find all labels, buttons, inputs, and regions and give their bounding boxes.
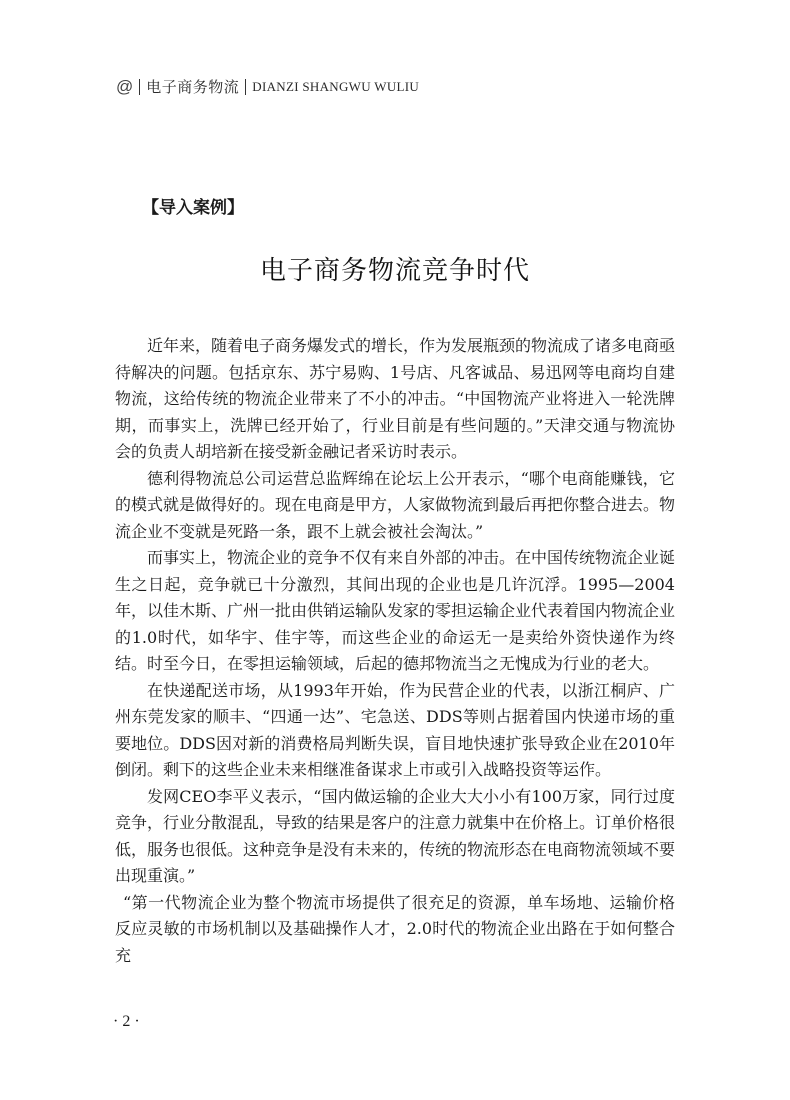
header-book-title-pinyin: DIANZI SHANGWU WULIU bbox=[252, 78, 420, 94]
paragraph: 而事实上，物流企业的竞争不仅有来自外部的冲击。在中国传统物流企业诞生之日起，竞争就已十分激烈，其间出现的企业也是几许沉浮。1995—2004年，以佳木斯、广州一批由供销运输队发家的零担运输企业代表着国内物流企业的1.0时代，如华宇、佳宇等，而这些企业的命运无一是卖给外资快递作为终结。时至今日，在零担运输领域，后起的德邦物流当之无愧成为行业的老大。 bbox=[115, 548, 676, 673]
section-label: 【导入案例】 bbox=[142, 198, 244, 218]
paragraph: 德利得物流总公司运营总监辉绵在论坛上公开表示，“哪个电商能赚钱，它的模式就是做得好的。现在电商是甲方，人家做物流到最后再把你整合进去。物流企业不变就是死路一条，跟不上就会被社会淘汰。” bbox=[115, 468, 676, 541]
page-number: · 2 · bbox=[113, 1013, 140, 1030]
header-divider bbox=[245, 79, 246, 95]
article-title: 电子商务物流竞争时代 bbox=[259, 256, 530, 286]
paragraph: “第一代物流企业为整个物流市场提供了很充足的资源，单车场地、运输价格反应灵敏的市场机制以及基础操作人才，2.0时代的物流企业出路在于如何整合充 bbox=[115, 892, 675, 965]
header-book-title: 电子商务物流 bbox=[146, 79, 240, 96]
paragraph: 发网CEO李平义表示，“国内做运输的企业大大小小有100万家，同行过度竞争，行业分散混乱，导致的结果是客户的注意力就集中在价格上。订单价格很低，服务也很低。这种竞争是没有未来的，传统的物流形态在电商物流领域不要出现重演。” bbox=[115, 786, 676, 885]
at-symbol-icon: @ bbox=[116, 76, 134, 96]
paragraph: 近年来，随着电子商务爆发式的增长，作为发展瓶颈的物流成了诸多电商亟待解决的问题。包括京东、苏宁易购、1号店、凡客诚品、易迅网等电商均自建物流，这给传统的物流企业带来了不小的冲击。“中国物流产业将进入一轮洗牌期，而事实上，洗牌已经开始了，行业目前是有些问题的。”天津交通与物流协会的负责人胡培新在接受新金融记者采访时表示。 bbox=[115, 336, 676, 461]
running-header bbox=[116, 76, 419, 97]
paragraph: 在快递配送市场，从1993年开始，作为民营企业的代表，以浙江桐庐、广州东莞发家的顺丰、“四通一达”、宅急送、DDS等则占据着国内快递市场的重要地位。DDS因对新的消费格局判断失误，盲目地快速扩张导致企业在2010年倒闭。剩下的这些企业未来相继准备谋求上市或引入战略投资等运作。 bbox=[115, 680, 675, 779]
header-divider bbox=[139, 79, 140, 95]
article-body bbox=[115, 333, 675, 969]
